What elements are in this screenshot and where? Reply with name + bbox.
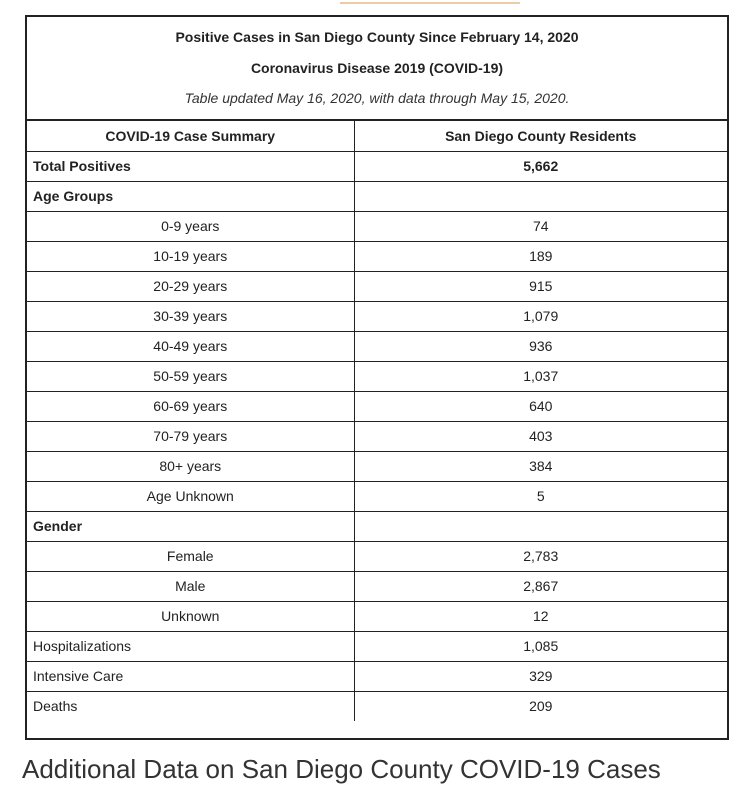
row-label: 30-39 years [27, 301, 354, 331]
row-value: 403 [354, 421, 727, 451]
row-value: 12 [354, 601, 727, 631]
table-row [27, 301, 727, 331]
row-value: 640 [354, 391, 727, 421]
row-label: Female [27, 541, 354, 571]
row-label: 20-29 years [27, 271, 354, 301]
table-row [27, 151, 727, 181]
table-row [27, 511, 727, 541]
column-header-residents: San Diego County Residents [445, 127, 637, 144]
row-label: Total Positives [27, 151, 354, 181]
row-value: 209 [354, 691, 727, 721]
table-title: Positive Cases in San Diego County Since February 14, 2020 [175, 29, 579, 45]
table-row [27, 631, 727, 661]
table-row [27, 691, 727, 721]
table-row [27, 541, 727, 571]
case-summary-table [27, 121, 727, 721]
row-label: 50-59 years [27, 361, 354, 391]
row-label: 80+ years [27, 451, 354, 481]
table-row [27, 181, 727, 211]
row-label: 70-79 years [27, 421, 354, 451]
row-label: Age Groups [27, 181, 354, 211]
table-row [27, 391, 727, 421]
table-row [27, 211, 727, 241]
table-row [27, 481, 727, 511]
additional-data-heading[interactable]: Additional Data on San Diego County COVID-19 Cases [22, 754, 661, 784]
row-value: 1,085 [354, 631, 727, 661]
row-label: Deaths [27, 691, 354, 721]
row-label: Age Unknown [27, 481, 354, 511]
table-header-row [27, 121, 727, 151]
row-value: 1,037 [354, 361, 727, 391]
row-label: Hospitalizations [27, 631, 354, 661]
row-label: Unknown [27, 601, 354, 631]
row-value: 2,783 [354, 541, 727, 571]
table-update-note: Table updated May 16, 2020, with data through May 15, 2020. [184, 90, 570, 106]
case-summary-table-frame [25, 15, 729, 740]
row-label: Gender [27, 511, 354, 541]
row-value: 1,079 [354, 301, 727, 331]
row-value: 5,662 [354, 151, 727, 181]
row-label: 40-49 years [27, 331, 354, 361]
table-subtitle: Coronavirus Disease 2019 (COVID-19) [250, 60, 504, 76]
table-row [27, 271, 727, 301]
table-row [27, 331, 727, 361]
table-row [27, 571, 727, 601]
table-header-block [27, 17, 727, 121]
row-value: 384 [354, 451, 727, 481]
table-row [27, 361, 727, 391]
row-label: Male [27, 571, 354, 601]
row-value: 5 [354, 481, 727, 511]
top-accent-line [340, 2, 520, 4]
row-value: 2,867 [354, 571, 727, 601]
row-value: 915 [354, 271, 727, 301]
row-value: 329 [354, 661, 727, 691]
row-label: Intensive Care [27, 661, 354, 691]
table-row [27, 601, 727, 631]
table-row [27, 241, 727, 271]
row-value [354, 511, 727, 541]
row-value [354, 181, 727, 211]
column-header-summary: COVID-19 Case Summary [27, 121, 354, 151]
table-row [27, 451, 727, 481]
row-label: 0-9 years [27, 211, 354, 241]
row-value: 74 [354, 211, 727, 241]
row-value: 189 [354, 241, 727, 271]
table-row [27, 421, 727, 451]
row-label: 10-19 years [27, 241, 354, 271]
row-label: 60-69 years [27, 391, 354, 421]
table-row [27, 661, 727, 691]
row-value: 936 [354, 331, 727, 361]
